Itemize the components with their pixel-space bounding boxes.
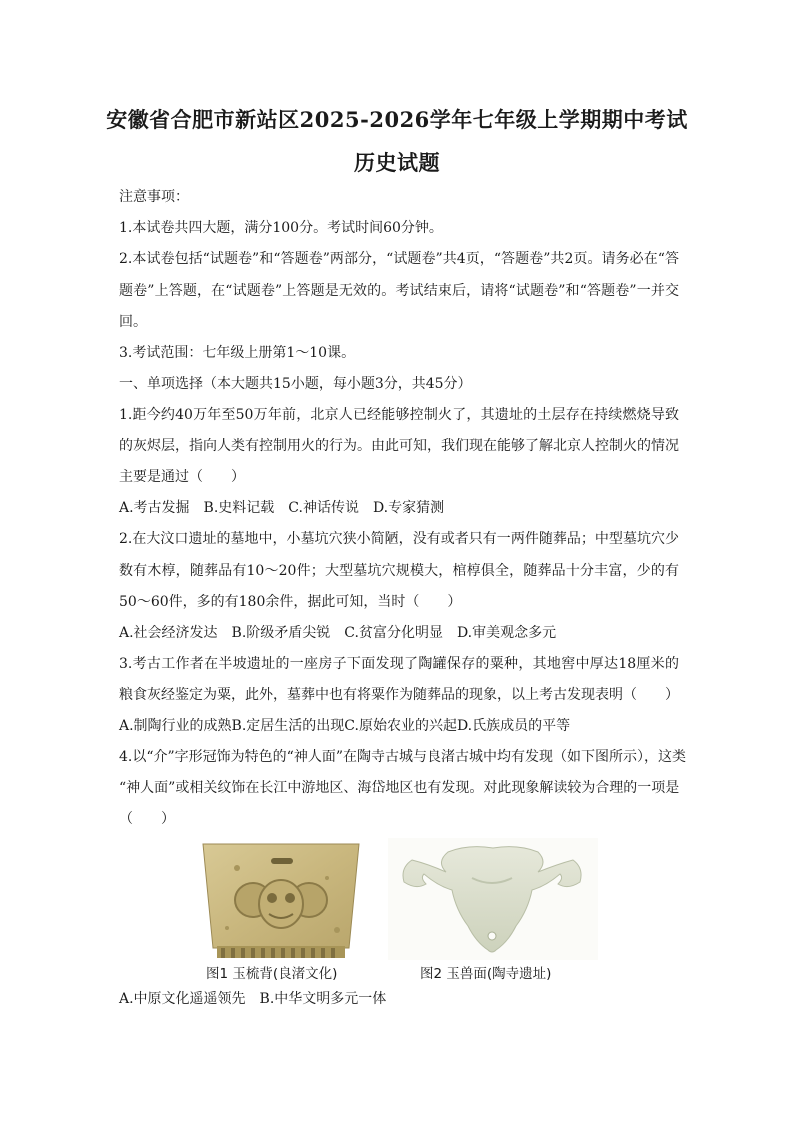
q2-line-2: 数有木椁，随葬品有10～20件；大型墓坑穴规模大，棺椁俱全，随葬品十分丰富，少的有 xyxy=(119,563,679,579)
note-item-2-line-2: 题卷”上答题，在“试题卷”上答题是无效的。考试结束后，请将“试题卷”和“答题卷”一并交 xyxy=(119,283,679,299)
exam-subtitle: 历史试题 xyxy=(354,150,440,175)
section-heading: 一、单项选择（本大题共15小题，每小题3分，共45分） xyxy=(119,376,472,392)
note-item-1: 1.本试卷共四大题，满分100分。考试时间60分钟。 xyxy=(119,220,443,236)
q2-line-3: 50～60件，多的有180余件，据此可知，当时（ ） xyxy=(119,594,462,610)
note-item-3: 3.考试范围：七年级上册第1～10课。 xyxy=(119,345,356,361)
note-item-2-line-1: 2.本试卷包括“试题卷”和“答题卷”两部分，“试题卷”共4页，“答题卷”共2页。请务必在“答 xyxy=(119,251,679,267)
notes-heading: 注意事项： xyxy=(119,189,189,205)
q1-line-3: 主要是通过（ ） xyxy=(119,469,245,485)
q3-options: A.制陶行业的成熟B.定居生活的出现C.原始农业的兴起D.氏族成员的平等 xyxy=(119,718,571,734)
q4-line-2: “神人面”或相关纹饰在长江中游地区、海岱地区也有发现。对此现象解读较为合理的一项是 xyxy=(119,780,680,796)
q2-options: A.社会经济发达 B.阶级矛盾尖锐 C.贫富分化明显 D.审美观念多元 xyxy=(119,625,557,641)
q4-line-3: （ ） xyxy=(119,811,175,827)
q1-line-2: 的灰烬层，指向人类有控制用火的行为。由此可知，我们现在能够了解北京人控制火的情况 xyxy=(119,438,679,454)
figure-2-caption: 图2 玉兽面(陶寺遗址) xyxy=(420,966,552,982)
figure-1-caption: 图1 玉梳背(良渚文化) xyxy=(206,966,338,982)
note-item-2-line-3: 回。 xyxy=(119,314,147,330)
exam-title: 安徽省合肥市新站区2025-2026学年七年级上学期期中考试 xyxy=(106,107,688,132)
q2-line-1: 2.在大汶口遗址的墓地中，小墓坑穴狭小简陋，没有或者只有一两件随葬品；中型墓坑穴少 xyxy=(119,531,679,547)
jade-comb-back-image xyxy=(197,838,365,960)
q1-options: A.考古发掘 B.史料记载 C.神话传说 D.专家猜测 xyxy=(119,500,445,516)
q3-line-2: 粮食灰经鉴定为粟，此外，墓葬中也有将粟作为随葬品的现象，以上考古发现表明（ ） xyxy=(119,687,679,703)
q4-options: A.中原文化遥遥领先 B.中华文明多元一体 xyxy=(119,991,387,1007)
jade-beast-face-image xyxy=(388,838,598,960)
q1-line-1: 1.距今约40万年至50万年前，北京人已经能够控制火了，其遗址的土层存在持续燃烧导致 xyxy=(119,407,679,423)
q4-line-1: 4.以“介”字形冠饰为特色的“神人面”在陶寺古城与良渚古城中均有发现（如下图所示），这类 xyxy=(119,749,686,765)
q3-line-1: 3.考古工作者在半坡遗址的一座房子下面发现了陶罐保存的粟种，其地窖中厚达18厘米的 xyxy=(119,656,679,672)
